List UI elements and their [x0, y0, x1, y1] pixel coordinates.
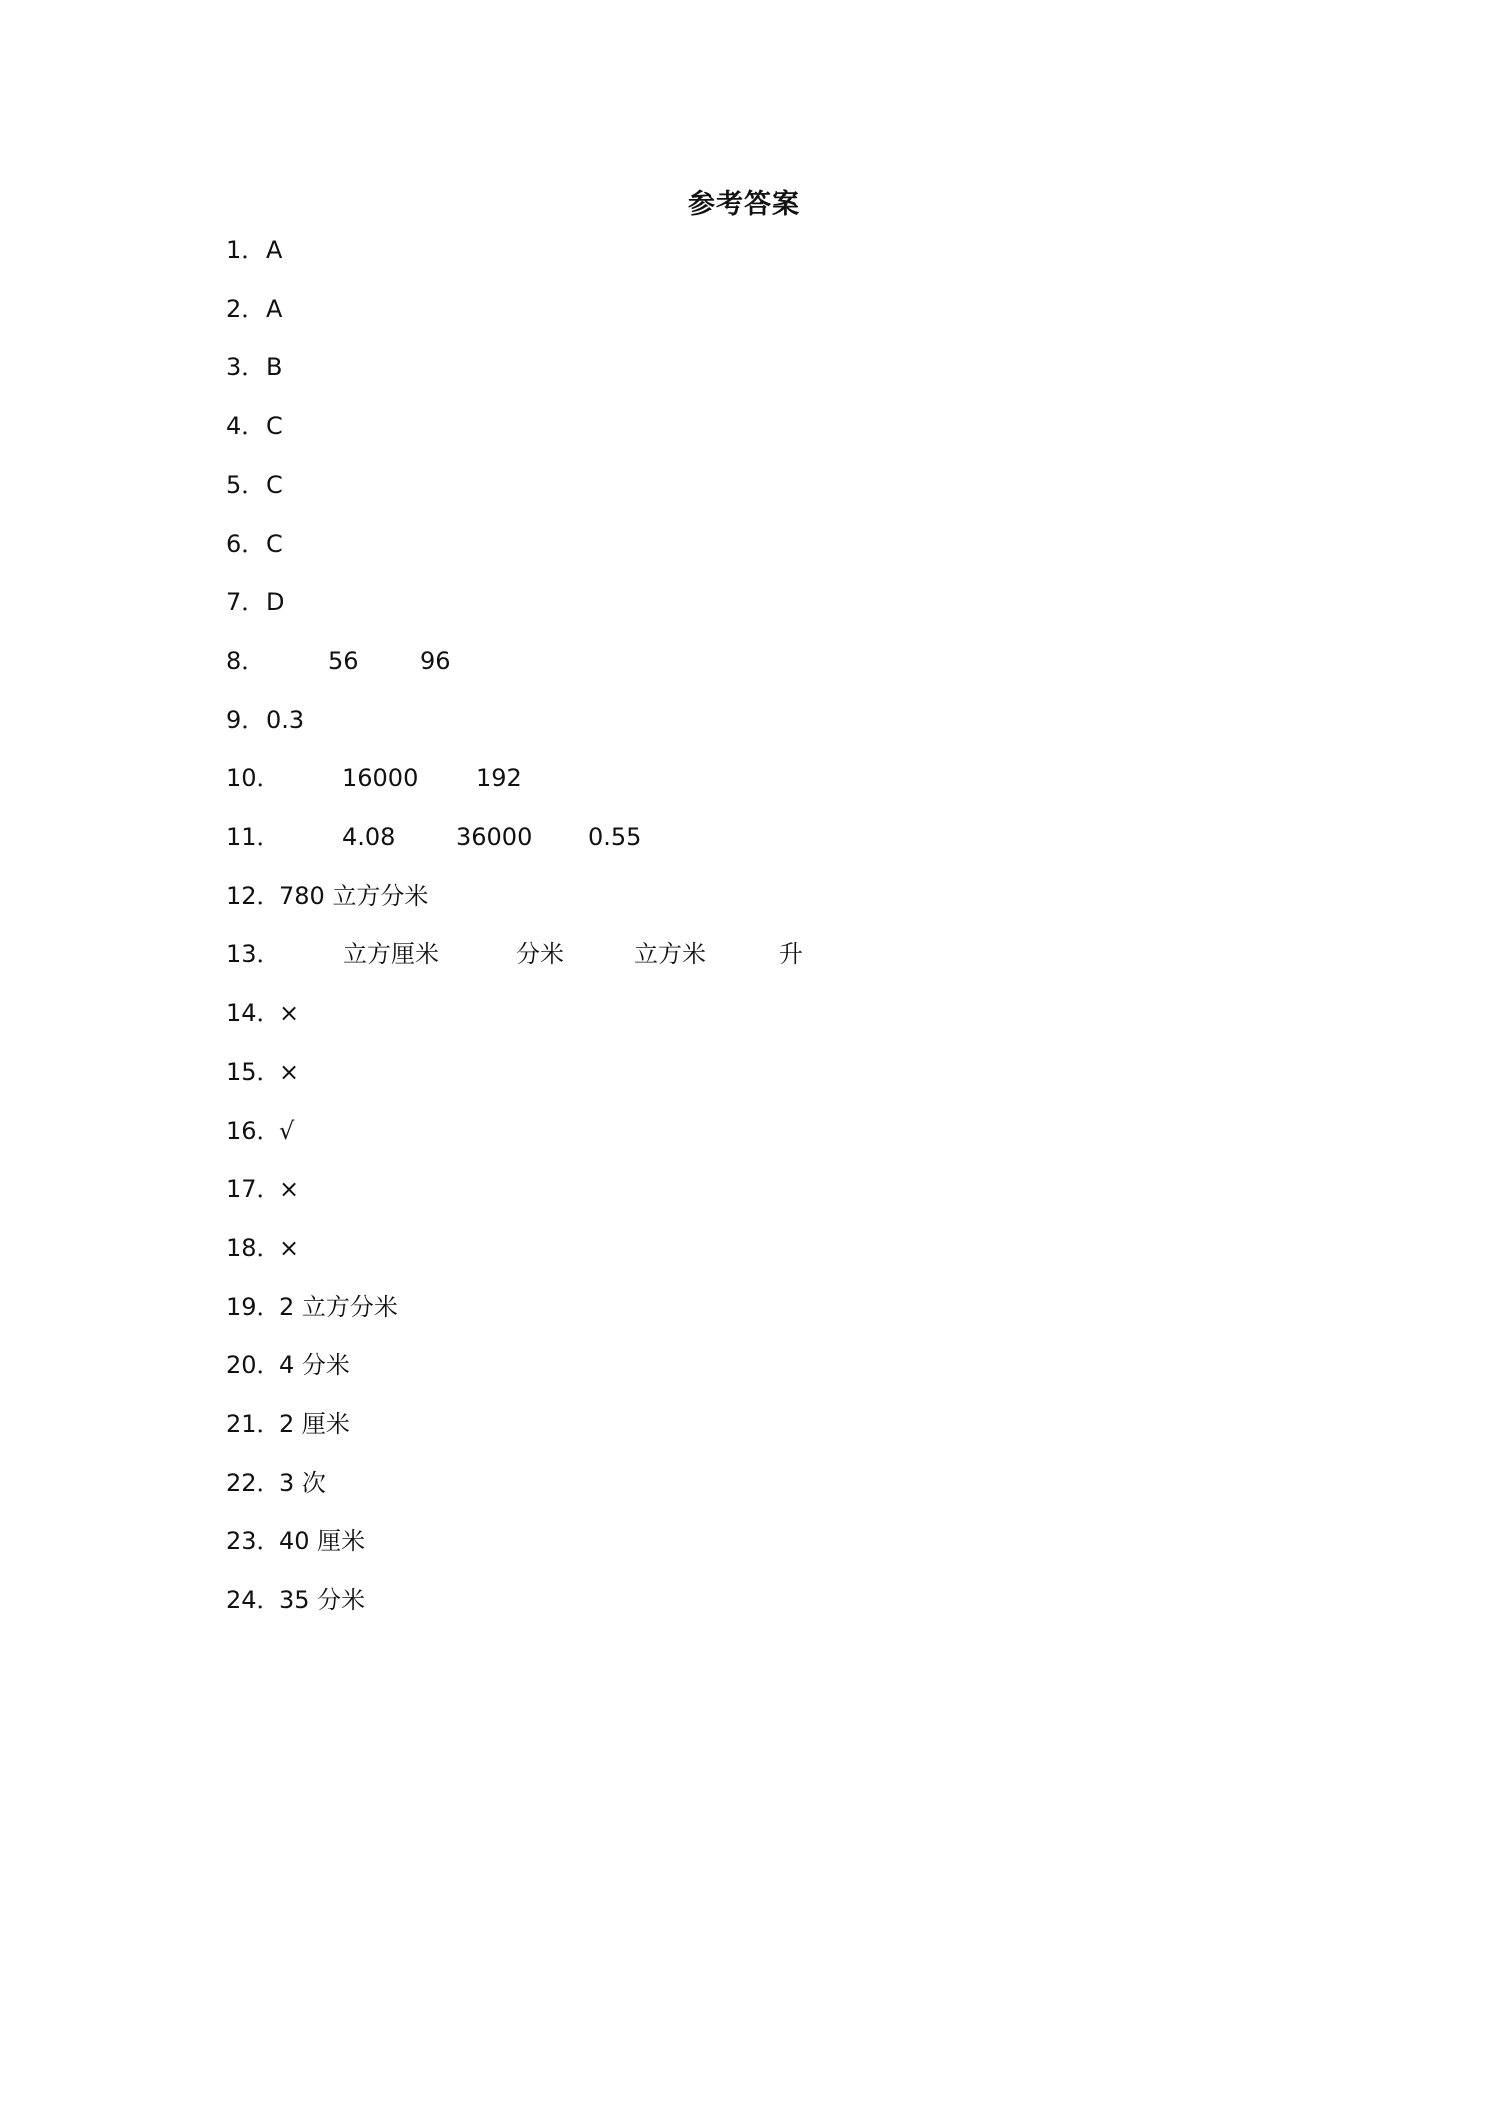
answer-row [226, 1289, 398, 1325]
question-number: 14． [226, 999, 281, 1028]
question-number: 20． [226, 1351, 281, 1380]
question-number: 8． [226, 646, 266, 675]
question-number: 15． [226, 1057, 281, 1086]
answer-value: A [266, 236, 283, 264]
answer-value: 0.3 [266, 705, 305, 734]
answer-value: × [279, 999, 300, 1028]
question-number: 5． [226, 470, 266, 499]
answer-value: 192 [476, 764, 522, 793]
answer-value: √ [279, 1116, 295, 1145]
answer-row [226, 232, 283, 268]
answer-value: 96 [420, 646, 451, 675]
question-number: 3． [226, 353, 266, 382]
answer-row [226, 643, 451, 679]
answer-value: C [266, 529, 283, 558]
answer-row [226, 995, 300, 1031]
answer-value: B [266, 353, 283, 382]
answer-value: 2 立方分米 [279, 1292, 398, 1321]
question-number: 1． [226, 236, 266, 264]
answer-value: 立方米 [634, 940, 706, 969]
page-title: 参考答案 [688, 189, 800, 220]
answer-row [226, 819, 642, 855]
question-number: 13． [226, 940, 281, 969]
question-number: 18． [226, 1233, 281, 1262]
answer-row [226, 878, 429, 914]
answer-value: C [266, 412, 283, 441]
question-number: 21． [226, 1410, 281, 1438]
answer-value: 36000 [456, 823, 533, 851]
answer-value: 4 分米 [279, 1351, 350, 1380]
answer-row [226, 936, 803, 972]
question-number: 9． [226, 705, 266, 734]
answer-value: 分米 [516, 940, 564, 969]
answer-value: C [266, 470, 283, 499]
answer-value: × [279, 1175, 300, 1204]
question-number: 16． [226, 1116, 281, 1145]
answer-row [226, 702, 305, 738]
question-number: 4． [226, 412, 266, 441]
answer-row [226, 1582, 366, 1618]
answer-value: 35 分米 [279, 1586, 366, 1615]
answer-value: 40 厘米 [279, 1527, 366, 1556]
answer-value: D [266, 588, 285, 617]
question-number: 11． [226, 823, 281, 851]
answer-row [226, 760, 522, 796]
answer-value: 3 次 [279, 1468, 326, 1497]
answer-value: 4.08 [342, 823, 396, 851]
answer-row [226, 408, 283, 444]
answer-value: 立方厘米 [343, 940, 439, 969]
question-number: 6． [226, 529, 266, 558]
question-number: 23． [226, 1527, 281, 1556]
answer-value: 16000 [342, 764, 419, 793]
answer-row [226, 1054, 300, 1090]
answer-row [226, 291, 283, 327]
question-number: 2． [226, 294, 266, 323]
answer-row [226, 1171, 300, 1207]
question-number: 19． [226, 1292, 281, 1321]
answer-row [226, 467, 283, 503]
answer-row [226, 584, 285, 620]
answer-row [226, 526, 283, 562]
answer-value: 780 立方分米 [279, 881, 429, 910]
answer-value: × [279, 1057, 300, 1086]
answer-row [226, 1465, 326, 1501]
question-number: 24． [226, 1586, 281, 1615]
question-number: 12． [226, 881, 281, 910]
answer-row [226, 1347, 350, 1383]
question-number: 22． [226, 1468, 281, 1497]
answer-row [226, 1523, 366, 1559]
answer-row [226, 349, 283, 385]
answer-value: 56 [328, 646, 359, 675]
answer-list [226, 0, 1326, 2104]
answer-value: A [266, 294, 283, 323]
question-number: 7． [226, 588, 266, 617]
question-number: 10． [226, 764, 281, 793]
question-number: 17． [226, 1175, 281, 1204]
answer-row [226, 1230, 300, 1266]
answer-value: 升 [779, 940, 803, 969]
answer-row [226, 1406, 350, 1442]
answer-row [226, 1113, 295, 1149]
answer-value: × [279, 1233, 300, 1262]
answer-value: 0.55 [588, 823, 642, 851]
answer-value: 2 厘米 [279, 1410, 350, 1438]
